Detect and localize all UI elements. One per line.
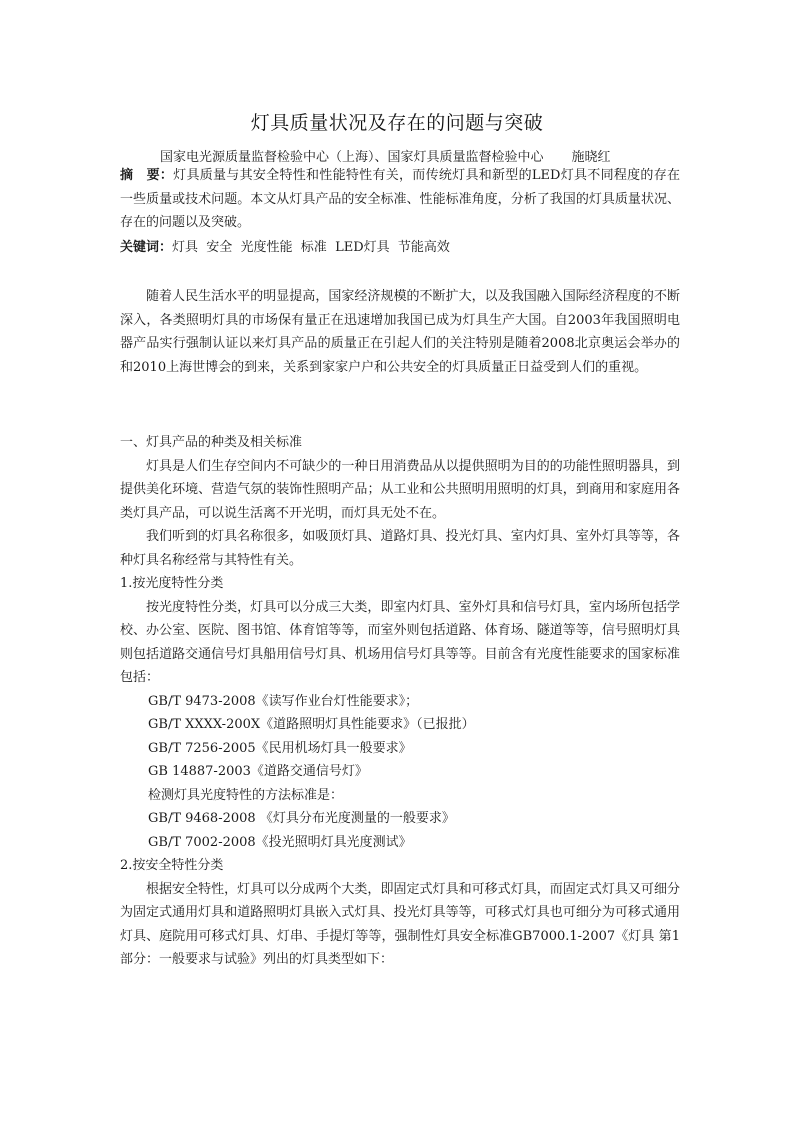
section-1-paragraph-2: 我们听到的灯具名称很多，如吸顶灯具、道路灯具、投光灯具、室内灯具、室外灯具等等，各种灯具名称经常与其特性有关。 bbox=[120, 529, 680, 568]
keywords-text: 灯具 安全 光度性能 标准 LED灯具 节能高效 bbox=[172, 240, 450, 255]
keywords bbox=[120, 236, 680, 260]
section-1 bbox=[120, 431, 680, 972]
document-title: 灯具质量状况及存在的问题与突破 bbox=[250, 112, 544, 134]
intro-paragraph: 随着人民生活水平的明显提高，国家经济规模的不断扩大，以及我国融入国际经济程度的不断深入，各类照明灯具的市场保有量正在迅速增加我国已成为灯具生产大国。自2003年我国照明电器产品实行强制认证以来灯具产品的质量正在引起人们的关注特别是随着2008北京奥运会举办的和2010上海世博会的到来，关系到家家户户和公共安全的灯具质量正日益受到人们的重视。 bbox=[120, 289, 680, 375]
standard-item: 检测灯具光度特性的方法标准是： bbox=[148, 787, 344, 803]
byline-organizations: 国家电光源质量监督检验中心（上海）、国家灯具质量监督检验中心 bbox=[160, 150, 544, 165]
standard-item: GB/T 9473-2008《读写作业台灯性能要求》； bbox=[148, 693, 419, 709]
byline bbox=[160, 146, 611, 165]
subsection-2-paragraph: 根据安全特性，灯具可以分成两个大类，即固定式灯具和可移式灯具，而固定式灯具又可细分为固定式通用灯具和道路照明灯具嵌入式灯具、投光灯具等等，可移式灯具也可细分为可移式通用灯具、庭院用可移式灯具、灯串、手提灯等等，强制性灯具安全标准GB7000.1-2007《灯具 第1部分：一般要求与试验》列出的灯具类型如下： bbox=[120, 881, 680, 967]
subsection-1-heading: 1.按光度特性分类 bbox=[120, 576, 224, 591]
standard-item: GB/T 7256-2005《民用机场灯具一般要求》 bbox=[148, 740, 412, 756]
byline-author: 施晓红 bbox=[571, 150, 611, 165]
subsection-1-paragraph: 按光度特性分类，灯具可以分成三大类，即室内灯具、室外灯具和信号灯具，室内场所包括学校、办公室、医院、图书馆、体育馆等等，而室外则包括道路、体育场、隧道等等，信号照明灯具则包括道路交通信号灯具船用信号灯具、机场用信号灯具等等。目前含有光度性能要求的国家标准包括： bbox=[120, 599, 680, 685]
standard-item: GB/T 9468-2008 《灯具分布光度测量的一般要求》 bbox=[148, 811, 455, 826]
section-1-heading: 一、灯具产品的种类及相关标准 bbox=[120, 435, 303, 450]
standard-item: GB/T XXXX-200X《道路照明灯具性能要求》（已报批） bbox=[148, 717, 475, 732]
subsection-2-heading: 2.按安全特性分类 bbox=[120, 858, 224, 873]
keywords-label: 关键词： bbox=[120, 240, 173, 255]
abstract bbox=[120, 164, 680, 235]
abstract-label: 摘 要： bbox=[120, 168, 174, 183]
abstract-text: 灯具质量与其安全特性和性能特性有关，而传统灯具和新型的LED灯具不同程度的存在一些质量或技术问题。本文从灯具产品的安全标准、性能标准角度，分析了我国的灯具质量状况、存在的问题以及突破。 bbox=[120, 168, 680, 230]
section-1-paragraph-1: 灯具是人们生存空间内不可缺少的一种日用消费品从以提供照明为目的的功能性照明器具，到提供美化环境、营造气氛的装饰性照明产品；从工业和公共照明用照明的灯具，到商用和家庭用各类灯具产品，可以说生活离不开光明，而灯具无处不在。 bbox=[120, 458, 680, 521]
standard-item: GB 14887-2003《道路交通信号灯》 bbox=[148, 764, 368, 779]
standard-item: GB/T 7002-2008《投光照明灯具光度测试》 bbox=[148, 834, 412, 850]
